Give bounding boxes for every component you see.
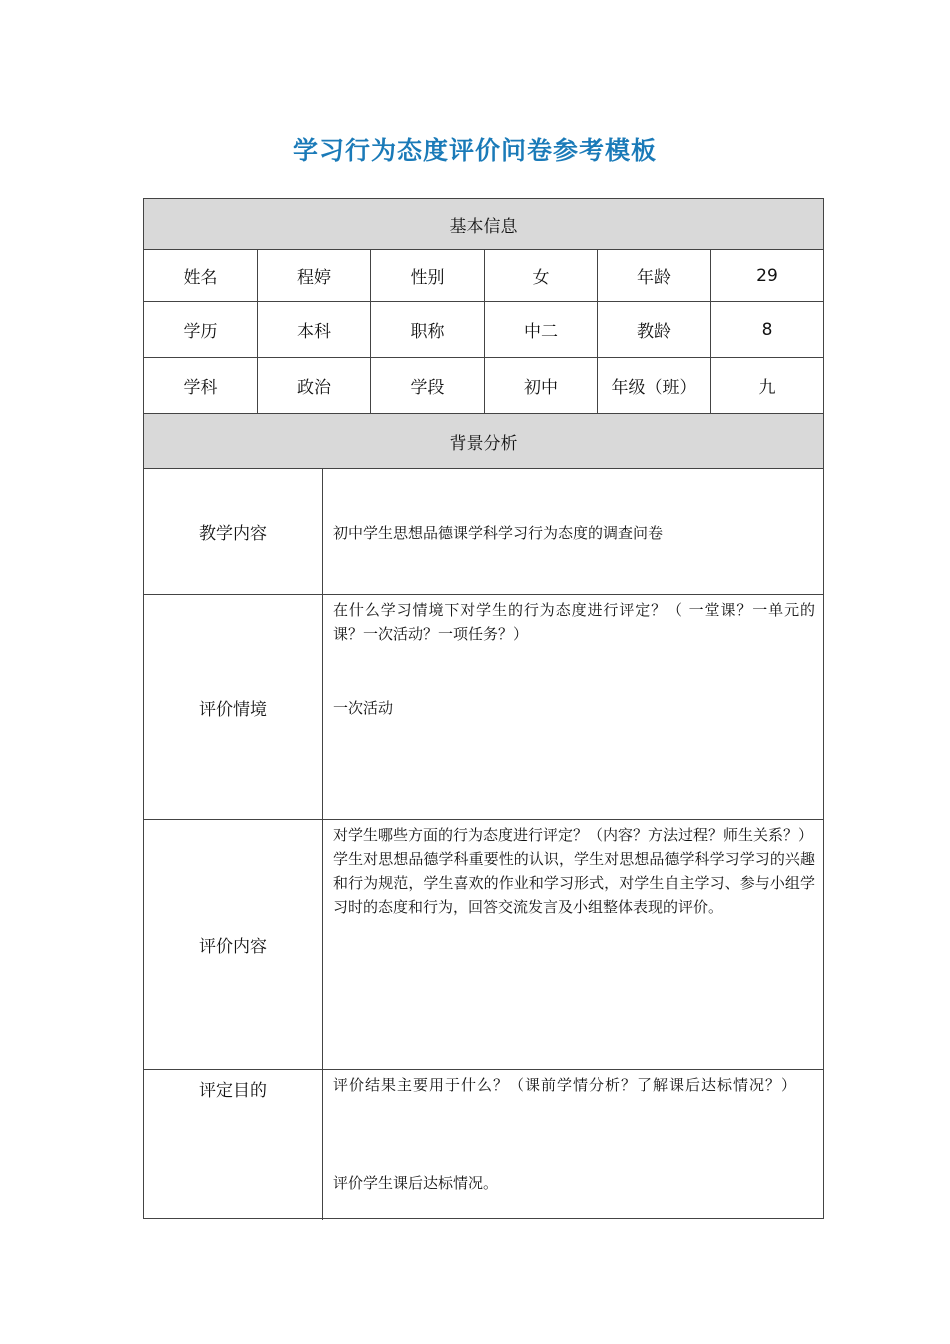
value-subject: 政治 — [258, 358, 371, 413]
basic-info-header-row — [144, 199, 823, 250]
value-gender: 女 — [485, 250, 598, 301]
purpose-content — [323, 1070, 823, 1220]
background-header: 背景分析 — [449, 433, 518, 454]
purpose-answer: 评价学生课后达标情况。 — [333, 1174, 499, 1192]
evaluation-context-content — [323, 595, 823, 819]
evaluation-content-answer: 学生对思想品德学科重要性的认识，学生对思想品德学科学习学习的兴趣和行为规范，学生喜欢的作业和学习形式，对学生自主学习、参与小组学习时的态度和行为，回答交流发言及小组整体表现的评价。 — [333, 850, 815, 916]
evaluation-content-label: 评价内容 — [144, 820, 323, 1069]
evaluation-context-question: 在什么学习情境下对学生的行为态度进行评定？（ 一堂课？一单元的课？一次活动？一项任务？） — [333, 601, 815, 643]
label-education: 学历 — [144, 302, 258, 357]
label-age: 年龄 — [598, 250, 711, 301]
evaluation-content-question: 对学生哪些方面的行为态度进行评定？（内容？方法过程？师生关系？） — [333, 826, 814, 844]
value-grade: 九 — [758, 378, 776, 398]
evaluation-form-table — [143, 198, 824, 1219]
teaching-content-row — [144, 469, 823, 595]
info-row-1 — [144, 250, 823, 302]
value-stage: 初中 — [485, 358, 598, 413]
background-header-row — [144, 414, 823, 469]
label-subject: 学科 — [144, 358, 258, 413]
label-teaching-years: 教龄 — [598, 302, 711, 357]
evaluation-content-content — [323, 820, 823, 1069]
value-teaching-years: 8 — [761, 319, 773, 340]
label-stage: 学段 — [371, 358, 485, 413]
evaluation-content-row — [144, 820, 823, 1070]
value-age: 29 — [756, 265, 778, 286]
page-title: 学习行为态度评价问卷参考模板 — [292, 136, 657, 165]
label-gender: 性别 — [371, 250, 485, 301]
info-row-2 — [144, 302, 823, 358]
label-title: 职称 — [371, 302, 485, 357]
evaluation-context-label: 评价情境 — [144, 595, 323, 819]
label-name: 姓名 — [144, 250, 258, 301]
evaluation-context-row — [144, 595, 823, 820]
purpose-row — [144, 1070, 823, 1220]
value-title: 中二 — [485, 302, 598, 357]
value-education: 本科 — [258, 302, 371, 357]
purpose-label: 评定目的 — [144, 1070, 323, 1220]
evaluation-context-answer: 一次活动 — [333, 699, 394, 717]
label-grade: 年级（班） — [598, 358, 711, 413]
basic-info-header: 基本信息 — [449, 216, 518, 237]
info-row-3 — [144, 358, 823, 414]
teaching-content-text: 初中学生思想品德课学科学习行为态度的调查问卷 — [333, 524, 664, 542]
purpose-question: 评价结果主要用于什么？（课前学情分析？了解课后达标情况？） — [333, 1076, 798, 1094]
value-name: 程婷 — [258, 250, 371, 301]
teaching-content-label: 教学内容 — [144, 469, 323, 594]
